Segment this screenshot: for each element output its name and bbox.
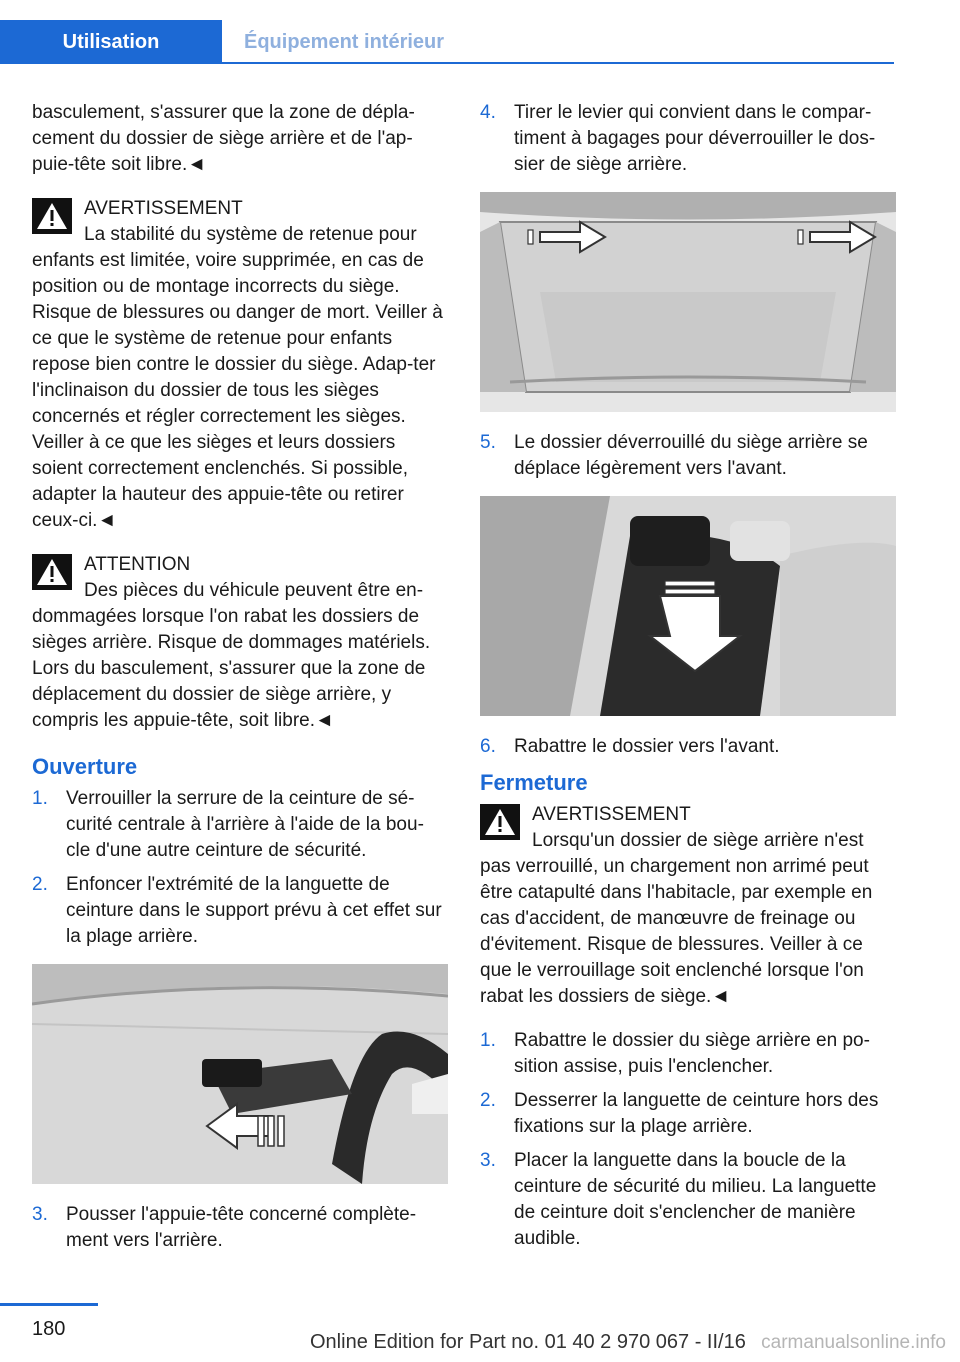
steps-list-6 (480, 734, 896, 760)
tab-equipement-interieur[interactable]: Équipement intérieur (222, 20, 894, 64)
header-rule (0, 62, 894, 64)
list-item: 2. Desserrer la languette de ceinture hors des fixations sur la plage arrière. (480, 1090, 879, 1137)
watermark: carmanualsonline.info (761, 1332, 946, 1353)
left-column (32, 100, 448, 1262)
warning-triangle-icon (32, 198, 72, 234)
list-item: 3. Placer la languette dans la boucle de la ceinture de sécurité du milieu. La languette de ceinture doit s'enclencher de manière audible. (480, 1150, 877, 1249)
warning-block-1 (32, 196, 448, 534)
list-item: 6. Rabattre le dossier vers l'avant. (480, 736, 780, 757)
page-header (0, 0, 960, 64)
figure-seat-back (480, 496, 896, 716)
tab-utilisation[interactable]: Utilisation (0, 20, 222, 64)
section-heading-fermeture: Fermeture (480, 770, 588, 795)
list-item: 5. Le dossier déverrouillé du siège arrière se déplace légèrement vers l'avant. (480, 432, 868, 479)
steps-list-ouverture-cont (32, 1202, 448, 1254)
list-item: 1. Verrouiller la serrure de la ceinture de sé-curité centrale à l'arrière à l'aide de la bou-cle d'une autre ceinture de sécurité. (32, 788, 424, 861)
list-item: 4. Tirer le levier qui convient dans le compar-timent à bagages pour déverrouiller le dos-sier de siège arrière. (480, 102, 876, 175)
list-item: 1. Rabattre le dossier du siège arrière en po-sition assise, puis l'enclencher. (480, 1030, 870, 1077)
warning-block-3 (480, 802, 896, 1010)
footer-rule (0, 1303, 98, 1306)
edition-text: Online Edition for Part no. 01 40 2 970 067 - II/16 (310, 1331, 746, 1353)
warning-title: AVERTISSEMENT (532, 804, 691, 825)
figure-trunk-levers (480, 192, 896, 412)
warning-triangle-icon (32, 554, 72, 590)
section-heading-ouverture: Ouverture (32, 754, 138, 779)
right-column (480, 100, 896, 1260)
warning-block-2 (32, 552, 448, 734)
intro-paragraph: basculement, s'assurer que la zone de dépla-cement du dossier de siège arrière et de l'ap-puie-tête soit libre.◄ (32, 102, 415, 175)
steps-list-ouverture-right (480, 100, 896, 178)
steps-list-ouverture (32, 786, 448, 950)
warning-text: Des pièces du véhicule peuvent être en-dommagées lorsque l'on rabat les dossiers de sièges arrière. Risque de dommages matériels. Lors du basculement, s'assurer que la zone de déplacement du dossier de siège arrière, y compris les appuie-tête, soit libre.◄ (32, 580, 431, 731)
list-item: 3. Pousser l'appuie-tête concerné complète-ment vers l'arrière. (32, 1204, 417, 1251)
warning-title: AVERTISSEMENT (84, 198, 243, 219)
warning-triangle-icon (480, 804, 520, 840)
warning-text: Lorsqu'un dossier de siège arrière n'est pas verrouillé, un chargement non arrimé peut être catapulté dans l'habitacle, par exemple en cas d'accident, de manœuvre de freinage ou d'évitement. Risque de blessures. Veiller à ce que le verrouillage soit enclenché lorsque l'on rabat les dossiers de siège.◄ (480, 830, 873, 1007)
steps-list-fermeture (480, 1028, 896, 1252)
warning-title: ATTENTION (84, 554, 191, 575)
page-number: 180 (32, 1318, 66, 1340)
warning-text: La stabilité du système de retenue pour enfants est limitée, voire supprimée, en cas de position ou de montage incorrects du siège. Risque de blessures ou danger de mort. Veiller à ce que le système de retenue pour enfants repose bien contre le dossier du siège. Adap-ter l'inclinaison du dossier de tous les sièges concernés et régler correctement les sièges. Veiller à ce que les sièges et leurs dossiers soient correctement enclenchés. Si possible, adapter la hauteur des appuie-tête ou retirer ceux-ci.◄ (32, 224, 443, 531)
steps-list-5 (480, 430, 896, 482)
figure-belt-tongue (32, 964, 448, 1184)
list-item: 2. Enfoncer l'extrémité de la languette de ceinture dans le support prévu à cet effet sur la plage arrière. (32, 874, 442, 947)
